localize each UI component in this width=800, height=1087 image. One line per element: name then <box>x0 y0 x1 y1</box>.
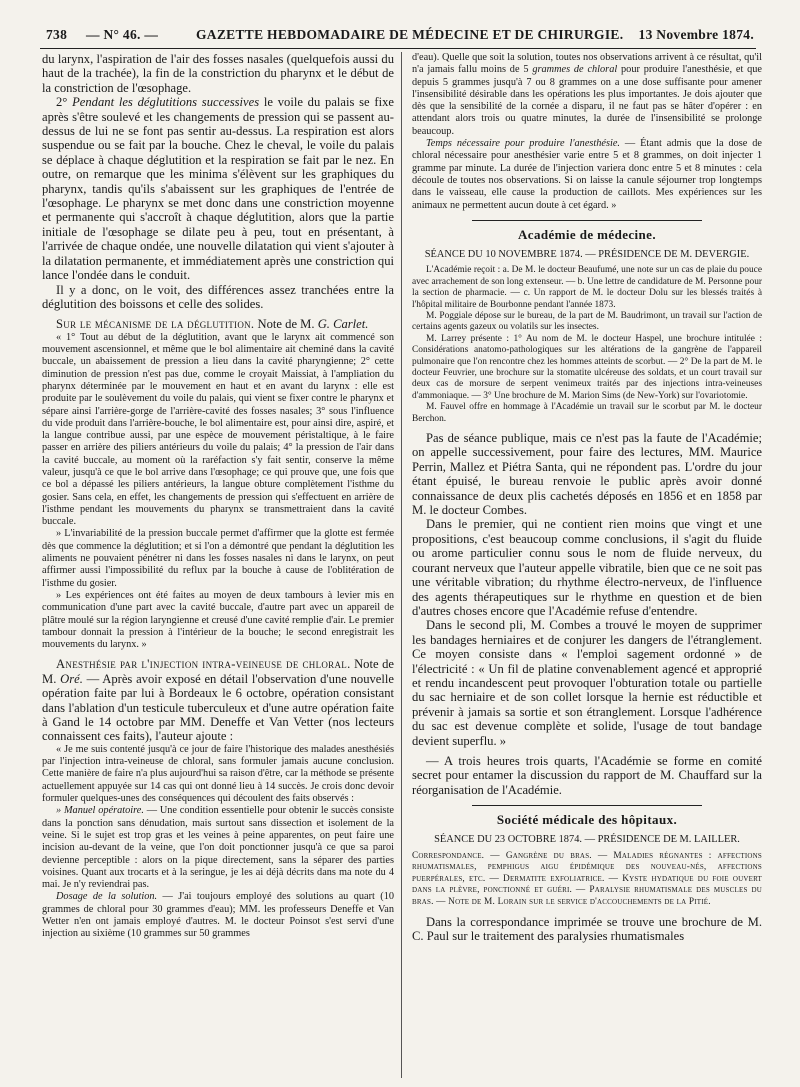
article-heading-carlet: Sur le mécanisme de la déglutition. Note de M. G. Carlet. <box>56 317 369 332</box>
correspondence-paragraph: M. Larrey présente : 1° Au nom de M. le docteur Haspel, une brochure intitulée : Considérations anatomo-pathologiques sur les altérations de la gangrène de l'appareil pulmonaire que l'on rencontre chez les hommes atteints de scorbut. — 2° De la part de M. le docteur Feuvrier, une brochure sur la stomatite ulcéreuse des soldats, et un court travail sur deux cas de morsure de serpent venimeux traités par des injections intra-veineuses d'ammoniaque. — 3° Une brochure de M. Marion Sims (de New-York) sur l'ovariotomie. <box>412 333 762 401</box>
issue-number: — N° 46. — <box>86 27 159 42</box>
paragraph: — A trois heures trois quarts, l'Académie se forme en comité secret pour entamer la discussion du rapport de M. Chauffard sur la réorganisation de l'Académie. <box>412 753 762 797</box>
quoted-paragraph: « 1° Tout au début de la déglutition, avant que le larynx ait commencé son mouvement ascensionnel, et même que le bol alimentaire ait cheminé dans la cavité buccale, un abaissement de pression a lieu dans la cavité pharyngienne; 2° cette diminution de pression n'est pas due, comme le croyait Maissiat, à l'ampliation du pharynx déterminée par le mouvement en haut et en avant du larynx : elle est produite par le soulèvement du voile du palais, qui vient se fixer contre le pharynx et sépare ainsi l'arrière-gorge de l'arrière-cavité des fosses nasales; 3° sous l'influence du vide produit dans l'arrière-bouche, le bol alimentaire est, pour ainsi dire, aspiré, et la langue contribue aussi, par une espèce de mouvement péristaltique, à le faire passer en arrière des piliers antérieurs du voile du palais; 4° la pression de l'air dans la cavité buccale, au moment où la raréfaction s'y fait sentir, conserve la même valeur, jusqu'à ce que le bol arrive dans l'œsophage; ce qui prouve que, une fois que ce bol a dépassé les piliers antérieurs, la langue obture complètement l'isthme du gosier. Sans cela, en effet, les changements de pression qui s'effectuent en arrière de l'isthme pendant les mouvements du pharynx se transmettraient dans la cavité buccale. <box>42 331 394 528</box>
section-divider <box>472 805 702 806</box>
quoted-paragraph: « Je me suis contenté jusqu'à ce jour de faire l'historique des malades anesthésiés par l'injection intra-veineuse de chloral, sans formuler jamais aucune conclusion. Cette manière de faire n'a plus aujourd'hui sa raison d'être, car la méthode se présente actuellement appuyée sur 14 cas qui ont donné lieu à 14 succès. Je crois donc devoir formuler quelques-unes des conséquences qui découlent des faits observés : <box>42 743 394 805</box>
journal-title: GAZETTE HEBDOMADAIRE DE MÉDECINE ET DE CHIRURGIE. <box>196 27 624 42</box>
paragraph: Pas de séance publique, mais ce n'est pas la faute de l'Académie; on appelle successivement, pour faire des lectures, MM. Maurice Perrin, Mallez et Piétra Santa, qui ne répondent pas. L'ordre du jour étant épuisé, le bureau renvoie le public après avoir donné connaissance de deux plis cachetés déposés en 1856 et en 1858 par M. le docteur Combes. <box>412 431 762 518</box>
correspondence-paragraph: M. Poggiale dépose sur le bureau, de la part de M. Baudrimont, un travail sur l'action de certains agents gazeux ou volatils sur les insectes. <box>412 310 762 333</box>
paragraph: du larynx, l'aspiration de l'air des fosses nasales (quelquefois aussi du haut de la trachée), la fin de la constriction du pharynx et le début de la constriction de l'œsophage. <box>42 52 394 95</box>
section-title-societe: Société médicale des hôpitaux. <box>496 812 678 828</box>
paragraph: Dans le premier, qui ne contient rien moins que vingt et une propositions, c'est beaucoup comme conclusions, il s'agit du fluide ou arome particulier connu sous le nom de fluide nerveux, du courant nerveux que l'auteur appelle vibratile, bien que ce ne soit pas une véritable vibration; du rhythme électro-nerveux, de l'influence des agents thérapeutiques sur le rhythme en question et de bien d'autres choses encore que l'Académie refuse d'entendre. <box>412 517 762 618</box>
seance-line: SÉANCE DU 23 OCTOBRE 1874. — PRÉSIDENCE DE M. LAILLER. <box>434 834 740 846</box>
session-summary: Correspondance. — Gangrène du bras. — Maladies régnantes : affections rhumatismales, pemphigus aigu épidémique des nouveau-nés, affections puerpérales, etc. — Dermatite exfoliatrice. — Kyste hydatique du foie ouvert dans la plèvre, ponctionné et guéri. — Paralysie rhumatismale des muscles du bras. — Note de M. Lorain sur le service d'accouchements de la Pitié. <box>412 850 762 908</box>
right-column <box>412 52 762 1082</box>
correspondence-paragraph: M. Fauvel offre en hommage à l'Académie un travail sur le scorbut par M. le docteur Berchon. <box>412 402 762 424</box>
paragraph: Il y a donc, on le voit, des différences assez tranchées entre la déglutition des boissons et celle des solides. <box>42 282 394 311</box>
section-divider <box>472 220 702 221</box>
paragraph: Dans la correspondance imprimée se trouve une brochure de M. C. Paul sur le traitement des paralysies rhumatismales <box>412 914 762 944</box>
page-number: 738 <box>46 27 68 42</box>
paragraph: 2° Pendant les déglutitions successives le voile du palais se fixe après s'être soulevé et les changements de pression qui se passent au-dessus de lui ne se font pas sentir au-dessus. La respiration est alors suspendue ou se fait par la bouche. Chez le cheval, le voile du palais se déplace à chaque déglutition et la respiration se fait par le nez. En outre, on remarque que les minima s'élèvent sur les graphiques du pharynx, tandis qu'ils s'abaissent sur les graphiques de l'entrée de l'œsophage. Le pharynx se met donc dans une constriction moyenne et permanente qui s'accroît à chaque déglutition, alors que la partie initiale de l'œsophage se dilate peu à peu, tout en présentant, à l'arrivée de chaque ondée, une nouvelle dilatation qui vient s'ajouter à la dilatation permanente, et immédiatement après une constriction qui lance l'ondée dans le conduit. <box>42 95 394 283</box>
seance-line: SÉANCE DU 10 NOVEMBRE 1874. — PRÉSIDENCE DE M. DEVERGIE. <box>424 248 750 260</box>
running-header <box>46 27 754 45</box>
header-rule <box>40 48 756 49</box>
issue-date: 13 Novembre 1874. <box>638 27 754 42</box>
quoted-paragraph: » L'invariabilité de la pression buccale permet d'affirmer que la glotte est fermée dès que commence la déglutition; et si l'on a démontré que pendant la déglutition les aliments ne pouvaient pénétrer ni dans les fosses nasales ni dans le larynx, on peut affirmer aussi l'impossibilité du reflux par la bouche à cause de l'oblitération de l'isthme du gosier. <box>42 528 394 589</box>
quoted-paragraph: » Les expériences ont été faites au moyen de deux tambours à levier mis en communication d'une part avec la cavité buccale, d'autre part avec un appareil de plâtre moulé sur la région laryngienne et creusé d'une cavité remplie d'air. Le premier tambour donnait la pression à l'intérieur de la bouche; le second enregistrait les mouvements du larynx. » <box>42 589 394 651</box>
column-divider <box>401 52 402 1078</box>
section-title-academie: Académie de médecine. <box>518 226 656 242</box>
paragraph: Dans le second pli, M. Combes a trouvé le moyen de supprimer les bandages herniaires et de conjurer les dangers de l'étranglement. Ce moyen consiste dans « l'emploi sagement ordonné » de l'électricité : « Un fil de platine convenablement agencé et approprié et rendu incandescent peut provoquer l'obturation totale ou partielle du sac herniaire et de son collet lorsque la hernie est réductible et prévenir à jamais sa sortie et son étranglement. Lorsque l'adhérence du sac est devenue complète et solide, l'usage de tout bandage devient superflu. » <box>412 618 762 748</box>
quoted-paragraph: d'eau). Quelle que soit la solution, toutes nos observations arrivent à ce résultat, qu'il n'a jamais fallu moins de 5 grammes de chloral pour produire l'anesthésie, et que depuis 5 grammes jusqu'à 7 ou 8 grammes on a une dose suffisante pour amener l'insensibilité désirable dans les opérations les plus importantes. Je dois ajouter que dès que la sensibilité de la cornée a disparu, il ne faut pas se hâter d'opérer : en attendant alors trois ou quatre minutes, la durée de l'insensibilité se prolonge beaucoup. <box>412 52 762 137</box>
quoted-paragraph: Dosage de la solution. — J'ai toujours employé des solutions au quart (10 grammes de chloral pour 30 grammes d'eau); MM. les professeurs Deneffe et Van Wetter n'en ont jamais employé d'autres. M. le docteur Poinsot s'est servi d'une injection au sixième (10 grammes sur 50 grammes <box>42 891 394 940</box>
quoted-paragraph: » Manuel opératoire. — Une condition essentielle pour obtenir le succès consiste dans la ponction sans dénudation, mais surtout sans dissection et isolement de la veine. Si le sujet est trop gras et les veines à peine apparentes, on peut faire une incision au-devant de la veine, que l'on doit ponctionner jusqu'à ce que sa paroi devienne perceptible : alors on la pique directement, sans la séparer des parties voisines. Quant aux trocarts et à la seringue, je les ai déjà décrits dans ma note du 4 mai. Je n'y reviendrai pas. <box>42 805 394 891</box>
quoted-paragraph: Temps nécessaire pour produire l'anesthésie. — Étant admis que la dose de chloral nécessaire pour anesthésier varie entre 5 et 8 grammes, on doit injecter 1 gramme par minute. La durée de l'injection variera donc entre 5 et 8 minutes : cela découle de toutes nos observations. Si on laisse la canule séjourner trop longtemps dans le vaisseau, elle cause la production de caillots. Mes expériences sur les animaux ne permettent aucun doute à cet égard. » <box>412 138 762 211</box>
correspondence-paragraph: L'Académie reçoit : a. De M. le docteur Beaufumé, une note sur un cas de plaie du pouce avec arrachement de son long extenseur. — b. Une lettre de candidature de M. Personne pour la section de pharmacie. — c. Un rapport de M. le docteur Dolu sur les blessés traités à l'hôpital militaire de Bourbonne pendant l'année 1873. <box>412 265 762 310</box>
left-column <box>42 52 394 1082</box>
article-heading-ore: Anesthésie par l'injection intra-veineuse de chloral. Note de M. Oré. — Après avoir exposé en détail l'observation d'une nouvelle opération faite par lui à Bordeaux le 6 octobre, opération consistant dans l'ablation d'un testicule tuberculeux et d'une autre opération faite à Gand le 14 octobre par MM. Deneffe et Van Vetter (nos lecteurs connaissent ces faits), l'auteur ajoute : <box>42 657 394 744</box>
